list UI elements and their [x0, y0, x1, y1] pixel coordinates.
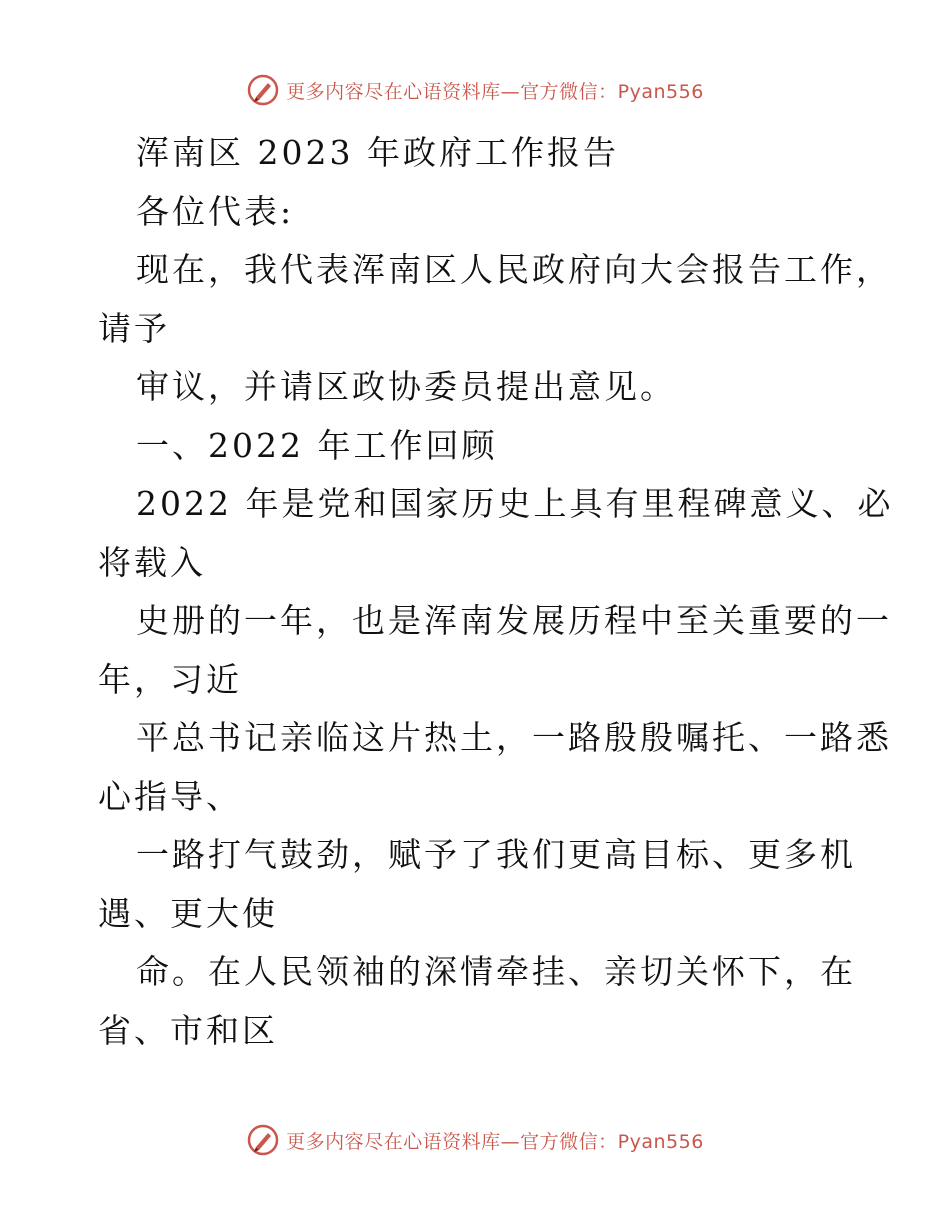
paragraph-line: 现在，我代表浑南区人民政府向大会报告工作，: [136, 250, 892, 289]
paragraph-line: 平总书记亲临这片热土，一路殷殷嘱托、一路悉: [136, 718, 892, 757]
paragraph-line: 史册的一年，也是浑南发展历程中至关重要的一: [136, 601, 892, 640]
salutation: 各位代表:: [136, 191, 295, 231]
paragraph-line: 一路打气鼓劲，赋予了我们更高目标、更多机: [136, 835, 856, 874]
paragraph-line: 2022 年是党和国家历史上具有里程碑意义、必: [136, 484, 894, 523]
footer-watermark-banner: [0, 1120, 950, 1160]
document-title: 浑南区 2023 年政府工作报告: [136, 133, 619, 172]
paragraph-line: 遇、更大使: [98, 893, 278, 933]
paragraph-line: 将载入: [98, 542, 206, 582]
paragraph-line: 审议，并请区政协委员提出意见。: [136, 367, 676, 406]
paragraph-line: 省、市和区: [98, 1010, 278, 1050]
pen-logo-icon: [246, 1123, 280, 1157]
section-heading: 一、2022 年工作回顾: [136, 425, 498, 465]
header-watermark-banner: [0, 70, 950, 110]
report-body: [98, 124, 894, 1060]
paragraph-line: 年，习近: [98, 659, 242, 699]
header-banner-text: 更多内容尽在心语资料库—官方微信：Pyan556: [286, 80, 704, 103]
paragraph-line: 请予: [98, 308, 170, 348]
pen-logo-icon: [246, 73, 280, 107]
paragraph-line: 命。在人民领袖的深情牵挂、亲切关怀下，在: [136, 952, 856, 991]
footer-banner-text: 更多内容尽在心语资料库—官方微信：Pyan556: [286, 1130, 704, 1153]
paragraph-line: 心指导、: [98, 776, 242, 816]
